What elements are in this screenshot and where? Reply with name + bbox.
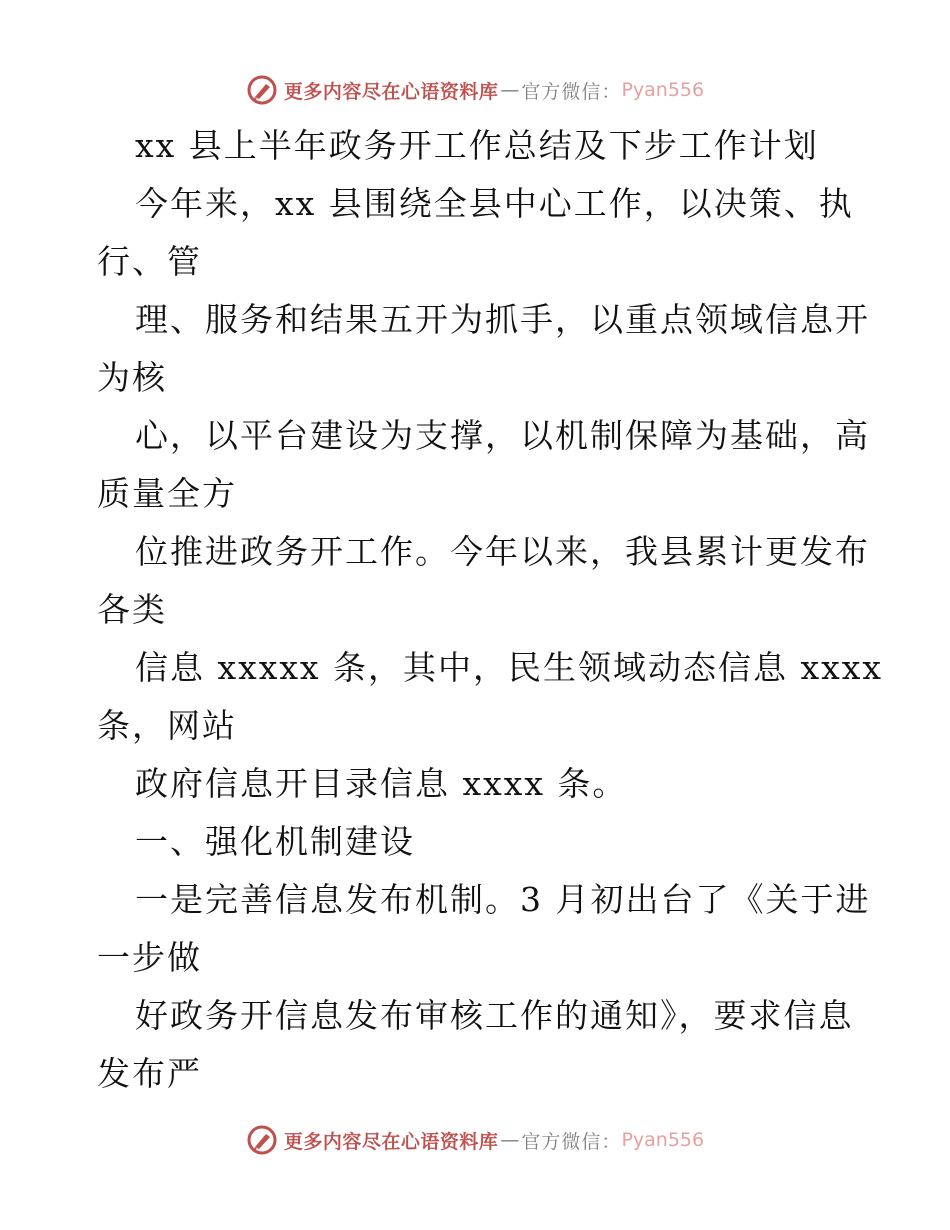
watermark-main-text: 更多内容尽在心语资料库: [283, 80, 499, 103]
paragraph-line: 位推进政务开工作。今年以来，我县累计更发布: [135, 532, 870, 571]
watermark-wechat-id: Pyan556: [621, 1129, 705, 1151]
pen-logo-icon: [246, 1124, 278, 1156]
paragraph-line: 理、服务和结果五开为抓手，以重点领域信息开: [135, 300, 870, 339]
watermark-wechat-id: Pyan556: [621, 79, 705, 101]
paragraph-line: 发布严: [97, 1054, 202, 1093]
paragraph-line: 为核: [97, 358, 167, 397]
paragraph-line: 一步做: [97, 938, 202, 977]
paragraph-line: 政府信息开目录信息 xxxx 条。: [135, 764, 628, 803]
watermark-wechat-label: 官方微信：: [521, 1130, 622, 1153]
paragraph-line: 今年来，xx 县围绕全县中心工作，以决策、执: [135, 184, 854, 223]
paragraph-line: 质量全方: [97, 474, 237, 513]
paragraph-line: 心，以平台建设为支撑，以机制保障为基础，高: [135, 416, 870, 455]
watermark-dash: —: [500, 1129, 520, 1151]
paragraph-line: 信息 xxxxx 条，其中，民生领域动态信息 xxxx: [135, 648, 883, 687]
watermark-header: [0, 70, 950, 110]
paragraph-line: 好政务开信息发布审核工作的通知》，要求信息: [135, 996, 854, 1035]
paragraph-line: 一是完善信息发布机制。3 月初出台了《关于进: [135, 880, 871, 919]
paragraph-line: 条，网站: [97, 706, 237, 745]
section-heading: 一、强化机制建设: [135, 822, 415, 861]
pen-logo-icon: [246, 74, 278, 106]
watermark-wechat-label: 官方微信：: [521, 80, 622, 103]
document-title: xx 县上半年政务开工作总结及下步工作计划: [135, 126, 819, 165]
watermark-footer: [0, 1120, 950, 1160]
paragraph-line: 各类: [97, 590, 167, 629]
watermark-main-text: 更多内容尽在心语资料库: [283, 1130, 499, 1153]
watermark-dash: —: [500, 79, 520, 101]
paragraph-line: 行、管: [97, 242, 202, 281]
